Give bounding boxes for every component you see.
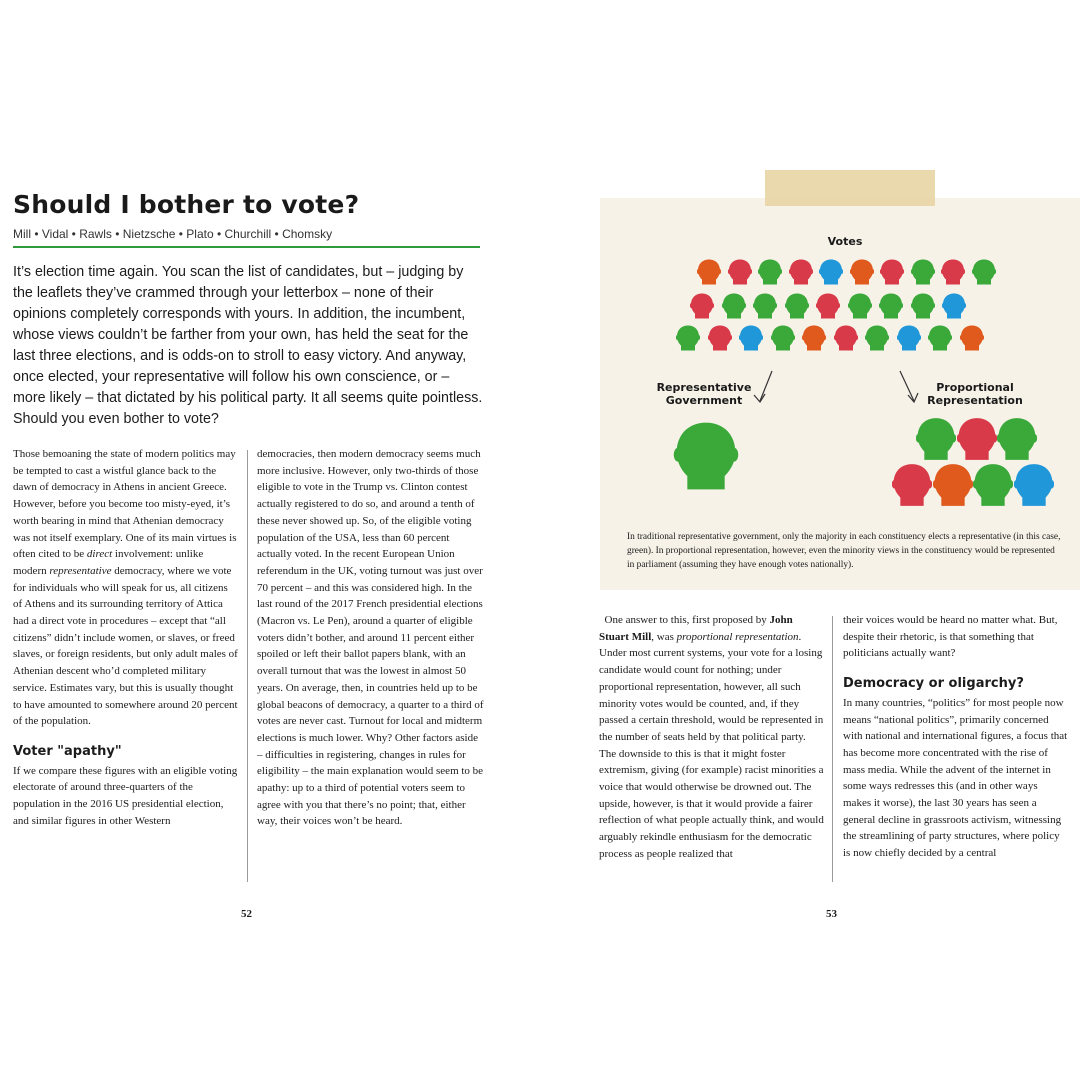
subheading-democracy-oligarchy: Democracy or oligarchy? (843, 676, 1024, 692)
proportional-representation-label: Proportional Representation (927, 381, 1023, 407)
subheading-voter-apathy: Voter "apathy" (13, 743, 122, 759)
column-divider (247, 450, 248, 882)
column-4-paragraph-2: In many countries, “politics” for most people now means “national politics”, primarily concerned with national and international figures, a focus that has become more concentrated with the rise of mass media. While the advent of the internet in some ways redresses this (and in other ways makes it worse), the last 30 years has seen a general decline in grassroots activism, witnessing the streamlining of party structures, where policy is now chiefly decided by a central (843, 696, 1068, 860)
column-2-paragraph-1: democracies, then modern democracy seems much more inclusive. However, only two-thirds of those eligible to vote in the Trump vs. Clinton contest actually registered to do so, and around a tenth of these never showed up. So, of the eligible voting population of the USA, less than 60 percent actually voted. In the recent European Union referendum in the UK, voting turnout was just over 70 percent – and this was considered high. In the last round of the 2017 French presidential elections (Macron vs. Le Pen), around a quarter of eligible voters didn’t bother, and around 11 percent either spoiled or left their ballot papers blank, with an overall turnout that was the lowest in almost 50 years. On average, then, in countries held up to be global beacons of democracy, a quarter to a third of votes are never cast. Turnout for local and midterm elections is much lower. Why? Other factors aside – difficulties in registering, changes in rules for eligibility – the main explanation would seem to be apathy: up to a third of potential voters seem to agree with you that there’s no point; that, either way, their voices won’t be heard. (257, 448, 484, 828)
title-underline (13, 246, 480, 248)
page-number-left: 52 (241, 908, 252, 920)
proportional-seat-head (997, 416, 1037, 462)
proportional-seat-head (1014, 462, 1054, 508)
column-4-paragraph-1: their voices would be heard no matter what. But, despite their rhetoric, is that something that politicians actually want? (843, 614, 1058, 660)
column-1-paragraph-2: If we compare these figures with an eligible voting electorate of around three-quarters of the population in the 2016 US presidential election, and similar figures in other Western (13, 764, 238, 827)
arrow-to-representative-icon (760, 371, 772, 401)
text-column-4 (843, 612, 1068, 862)
proportional-seat-head (933, 462, 973, 508)
column-1-paragraph-1: Those bemoaning the state of modern politics may be tempted to cast a wistful glance back to the dawn of democracy in Athens in ancient Greece. However, before you become too misty-eyed, it’s worth bearing in mind that Athenian democracy was not itself exemplary. One of its main virtues is often cited to be direct involvement: unlike modern representative democracy, where we vote for individuals who will speak for us, all citizens of Athens and its surrounding territory of Attica had a direct vote in procedures – except that “all citizens” didn’t include women, or slaves, or freed slaves, or foreign residents, but only adult males of Athenian descent who’d completed military service. Estimates vary, but this is usually thought to have amounted to somewhere around 20 percent of the population. (13, 448, 238, 728)
proportional-seat-head (973, 462, 1013, 508)
text-column-2 (257, 446, 484, 830)
thinkers-list: Mill • Vidal • Rawls • Nietzsche • Plato • Churchill • Chomsky (13, 227, 333, 241)
arrow-head-left-icon (754, 394, 765, 402)
proportional-seat-head (892, 462, 932, 508)
text-column-1 (13, 446, 238, 829)
arrow-to-proportional-icon (900, 371, 914, 401)
proportional-seat-head (957, 416, 997, 462)
representative-government-label: Representative Government (656, 381, 752, 407)
page-number-right: 53 (826, 908, 837, 920)
proportional-seat-head (916, 416, 956, 462)
figure-caption: In traditional representative government, only the majority in each constituency elects a representative (in this case, green). In proportional representation, however, even the minority views in the constituency would be represented in parliament (assuming they have enough votes nationally). (627, 532, 1061, 570)
intro-paragraph: It’s election time again. You scan the list of candidates, but – judging by the leaflets they’ve crammed through your letterbox – none of their opinions completely corresponds with yours. In addition, the incumbent, whose views couldn’t be farther from your own, has held the seat for the last three elections, and is odds-on to stroll to easy victory. And anyway, once elected, your representative will follow his own conscience, or – more likely – that dictated by his political party. It all seems quite pointless. Should you even bother to vote? (13, 264, 483, 427)
column-3-paragraph-1: One answer to this, first proposed by John Stuart Mill, was proportional representation. Under most current systems, your vote for a losing candidate would count for nothing; under proportional representation, however, all such minority votes would be counted, and, if they passed a certain threshold, would be represented in the number of seats held by that political party. The downside to this is that it might foster extremism, giving (for example) racist minorities a voice that would otherwise be drowned out. The upside, however, is that it would provide a fairer reflection of what people actually think, and would arguably rekindle enthusiasm for the democratic process as people realized that (599, 614, 824, 860)
votes-label: Votes (827, 235, 863, 248)
page-title: Should I bother to vote? (13, 190, 360, 219)
column-divider-right (832, 616, 833, 882)
text-column-3 (599, 612, 824, 863)
representative-head-icon (671, 420, 741, 492)
